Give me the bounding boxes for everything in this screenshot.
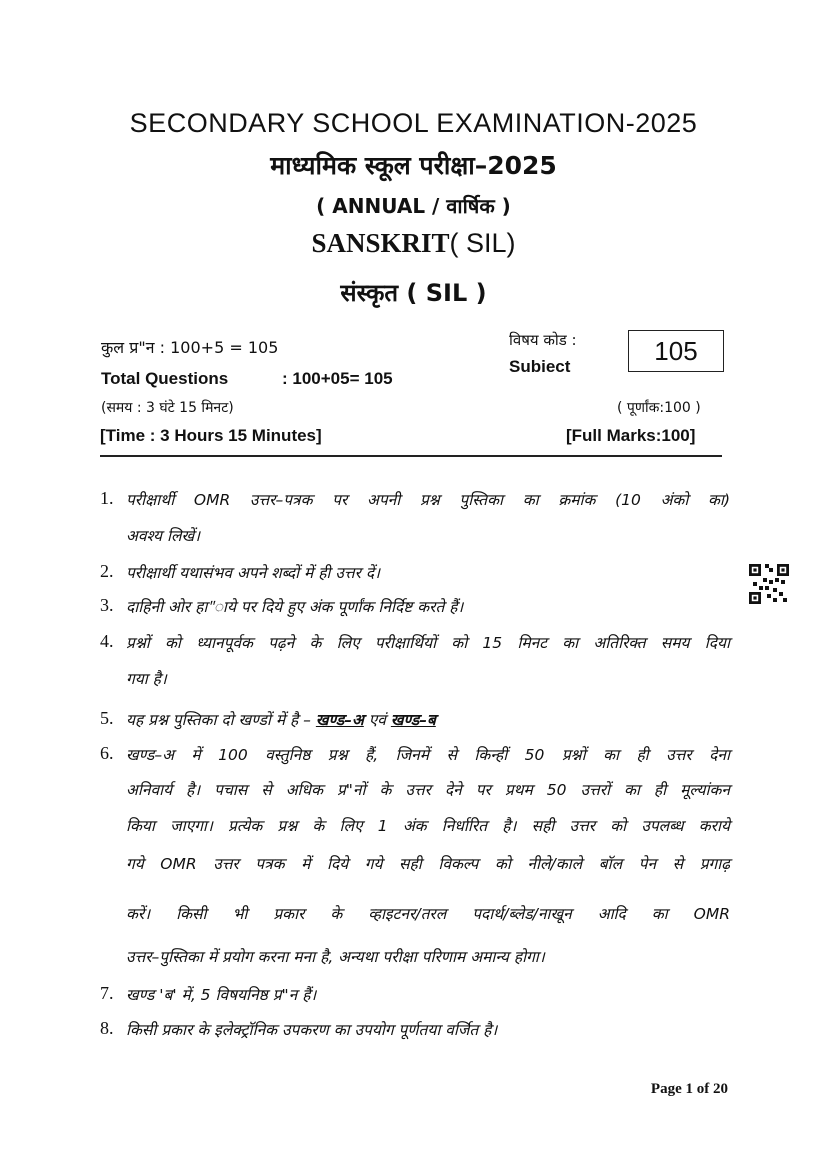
- instruction-number: 6.: [100, 743, 114, 763]
- instruction-number: 2.: [100, 561, 114, 581]
- instruction-line: खण्ड–अ में 100 वस्तुनिष्ठ प्रश्न हैं, जिनमें से किन्हीं 50 प्रश्नों का ही उत्तर देना: [126, 746, 730, 764]
- section-joiner: एवं: [363, 711, 391, 729]
- instruction-line: खण्ड 'ब' में, 5 विषयनिष्ठ प्र"न हैं।: [126, 986, 317, 1004]
- instruction-line: परीक्षार्थी यथासंभव अपने शब्दों में ही उत्तर दें।: [126, 564, 380, 582]
- instruction-text: यह प्रश्न पुस्तिका दो खण्डों में है –: [126, 711, 316, 729]
- instruction-number: 5.: [100, 708, 114, 728]
- page-number: [651, 1081, 728, 1098]
- full-marks-english: [Full Marks:100]: [566, 426, 696, 445]
- instruction-number: 1.: [100, 488, 114, 508]
- instruction-line: गये OMR उत्तर पत्रक में दिये गये सही विकल्प को नीले/काले बॉल पेन से प्रगाढ़: [126, 855, 730, 873]
- instruction-line: उत्तर–पुस्तिका में प्रयोग करना मना है, अन्यथा परीक्षा परिणाम अमान्य होगा।: [126, 948, 545, 966]
- divider: [100, 455, 722, 457]
- subject-code-hindi: विषय कोड :: [509, 331, 577, 349]
- instruction-line: परीक्षार्थी OMR उत्तर–पत्रक पर अपनी प्रश्न पुस्तिका का क्रमांक (10 अंको का): [126, 491, 730, 509]
- instruction-number: 7.: [100, 983, 114, 1003]
- subject-code-box: 105: [628, 330, 724, 372]
- page-total: 20: [713, 1081, 728, 1097]
- exam-session: ( ANNUAL / वार्षिक ): [316, 194, 511, 218]
- subject-name: SANSKRIT: [311, 228, 450, 258]
- instruction-line: करें। किसी भी प्रकार के व्हाइटनर/तरल पदार्थ/ब्लेड/नाखून आदि का OMR: [126, 905, 730, 923]
- instruction-line: अनिवार्य है। पचास से अधिक प्र"नों के उत्तर देने पर प्रथम 50 उत्तरों का ही मूल्यांकन: [126, 781, 730, 799]
- page-label: Page: [650, 1081, 682, 1097]
- page-current: 1: [685, 1081, 693, 1097]
- time-english: [Time : 3 Hours 15 Minutes]: [100, 426, 322, 445]
- instruction-line: प्रश्नों को ध्यानपूर्वक पढ़ने के लिए परीक्षार्थियों को 15 मिनट का अतिरिक्त समय दिया: [126, 634, 730, 652]
- time-hindi: (समय : 3 घंटे 15 मिनट): [101, 400, 234, 416]
- exam-title-english: SECONDARY SCHOOL EXAMINATION-2025: [129, 108, 698, 138]
- section-b-label: खण्ड–ब: [390, 711, 436, 729]
- instruction-number: 3.: [100, 595, 114, 615]
- subject-title-hindi: संस्कृत ( SIL ): [340, 279, 487, 307]
- total-questions-hindi: कुल प्र"न : 100+5 = 105: [101, 338, 279, 357]
- qr-code-icon: [749, 564, 789, 604]
- exam-title-hindi: माध्यमिक स्कूल परीक्षा–2025: [270, 151, 557, 180]
- instruction-line: किया जाएगा। प्रत्येक प्रश्न के लिए 1 अंक निर्धारित है। सही उत्तर को उपलब्ध कराये: [126, 817, 730, 835]
- subject-title-english: [0, 228, 827, 259]
- instruction-line: किसी प्रकार के इलेक्ट्रॉनिक उपकरण का उपयोग पूर्णतया वर्जित है।: [126, 1021, 498, 1039]
- instruction-line: अवश्य लिखें।: [126, 527, 201, 545]
- instruction-number: 4.: [100, 631, 114, 651]
- subject-suffix: ( SIL): [449, 228, 516, 258]
- subject-code-label: Subiect: [509, 357, 571, 376]
- instruction-number: 8.: [100, 1018, 114, 1038]
- instruction-line: गया है।: [126, 670, 167, 688]
- instruction-line: दाहिनी ओर हा"ाये पर दिये हुए अंक पूर्णांक निर्दिष्ट करते हैं।: [126, 598, 464, 616]
- section-a-label: खण्ड–अ: [315, 711, 364, 729]
- page-of: of: [696, 1081, 710, 1097]
- total-questions-label: Total Questions: [101, 369, 229, 388]
- instruction-line: [126, 708, 730, 730]
- full-marks-hindi: ( पूर्णांक:100 ): [617, 400, 701, 416]
- total-questions-value: : 100+05= 105: [282, 369, 393, 388]
